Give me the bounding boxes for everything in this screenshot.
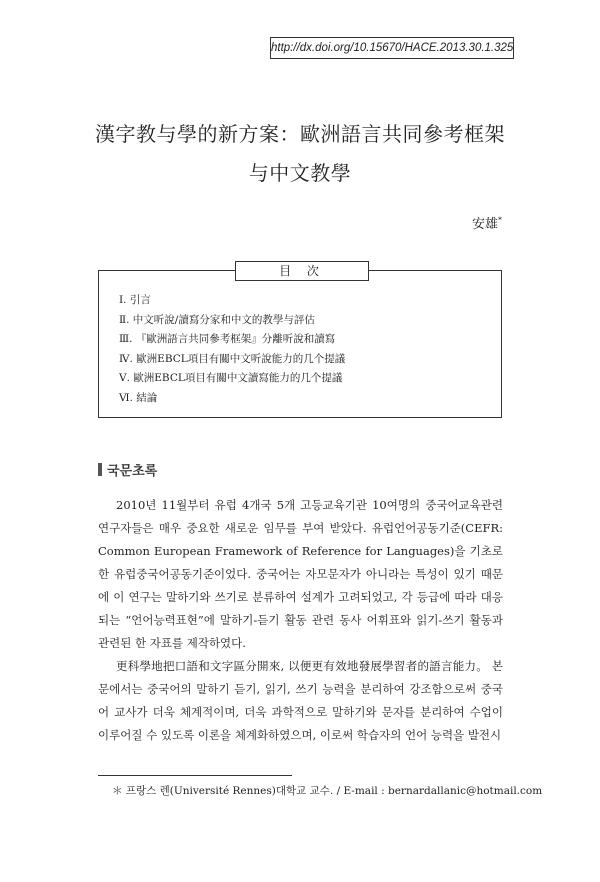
article-title-line-1: 漢字教与學的新方案：歐洲語言共同參考框架 [95,122,505,146]
section-bar-icon [98,463,102,476]
toc-item: Ⅳ. 歐洲EBCL項目有關中文听說能力的几个提議 [119,352,346,365]
footnote-divider [98,775,292,776]
toc-item: Ⅰ. 引言 [119,294,151,306]
abstract-body [98,494,503,747]
abstract-heading [98,460,157,479]
toc-item: Ⅲ. 『歐洲語言共同參考框架』分離听說和讀寫 [119,333,336,345]
toc-item: Ⅱ. 中文听說/讀寫分家和中文的教學与評估 [119,313,315,326]
toc-heading: 目 次 [235,261,369,281]
abstract-paragraph: 更科學地把口語和文字區分開來, 以便更有效地發展學習者的語言能力。 본문에서는 중국어의 말하기 듣기, 읽기, 쓰기 능력을 분리하여 강조함으로써 중국어 교사가 더욱 체계적이며, 더욱 과학적으로 말하기와 문자를 분리하여 수업이 이루어질 수 있도록 이론을 체계화하였으며, 이로써 학습자의 언어 능력을 발전시 [98,659,503,742]
doi-link[interactable]: http://dx.doi.org/10.15670/HACE.2013.30.1.325 [270,37,514,59]
author-footnote-mark: * [498,215,502,225]
toc-list [119,291,345,408]
article-title-line-2: 与中文教學 [248,161,352,185]
author [472,213,502,232]
abstract-heading-text: 국문초록 [107,464,158,479]
toc-item: Ⅴ. 歐洲EBCL項目有關中文讀寫能力的几个提議 [119,372,343,384]
author-name: 安雄 [471,217,498,232]
table-of-contents [98,264,502,418]
footnote: ＊ 프랑스 렌(Université Rennes)대학교 교수. / E-mail : bernardallanic@hotmail.com [112,785,543,797]
abstract-paragraph: 2010년 11월부터 유럽 4개국 5개 고등교육기관 10여명의 중국어교육관련 연구자들은 매우 중요한 새로운 임무를 부여 받았다. 유럽언어공동기준(CEFR: Common European Framework of Reference for Languages)을 기초로 한 유럽중국어공동기준이었다. 중국어는 자모문자가 아니라는 특성이 있기 때문에 이 연구는 말하기와 쓰기로 분류하여 설계가 고려되었고, 각 등급에 따라 대응되는 “언어능력표현”에 말하기-듣기 활동 관련 동사 어휘표와 읽기-쓰기 활동과 관련된 한 자표를 제작하였다. [98,498,503,650]
toc-item: Ⅵ. 結論 [119,391,158,404]
